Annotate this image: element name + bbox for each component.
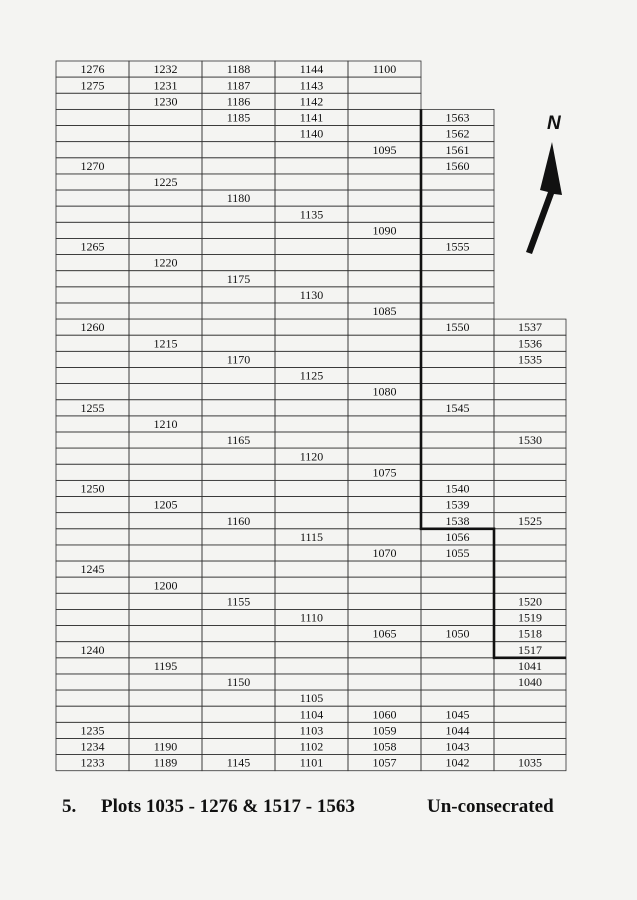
- plot-cell: [129, 674, 202, 690]
- plot-number: 1232: [153, 62, 178, 77]
- plot-cell: [275, 271, 348, 287]
- plot-number: 1517: [518, 642, 542, 657]
- plot-cell: [129, 545, 202, 561]
- caption-note: Un-consecrated: [427, 796, 554, 817]
- plot-cell: [129, 367, 202, 383]
- plot-cell: [202, 529, 275, 545]
- plot-cell: [421, 658, 494, 674]
- plot-cell: [275, 497, 348, 513]
- plot-cell: [202, 206, 275, 222]
- plot-number: 1519: [518, 610, 542, 625]
- plot-number: 1140: [299, 126, 324, 141]
- plot-number: 1225: [153, 175, 178, 190]
- plot-cell: [275, 255, 348, 271]
- plot-number: 1231: [153, 78, 178, 93]
- plot-cell: [202, 690, 275, 706]
- plot-cell: [421, 174, 494, 190]
- plot-cell: [494, 690, 566, 706]
- plot-number: 1170: [226, 352, 251, 367]
- north-label: N: [547, 113, 561, 134]
- plot-cell: [421, 303, 494, 319]
- plot-cell: [129, 480, 202, 496]
- plot-number: 1220: [153, 255, 178, 270]
- plot-cell: [56, 593, 129, 609]
- plot-cell: [129, 609, 202, 625]
- plot-cell: [56, 271, 129, 287]
- plot-number: 1165: [226, 433, 251, 448]
- plot-cell: [275, 319, 348, 335]
- plot-cell: [275, 561, 348, 577]
- caption-title: Plots 1035 - 1276 & 1517 - 1563: [101, 796, 355, 817]
- plot-number: 1210: [153, 416, 178, 431]
- plot-cell: [129, 529, 202, 545]
- plot-cell: [275, 674, 348, 690]
- plot-cell: [56, 609, 129, 625]
- plot-number: 1536: [518, 336, 542, 351]
- plot-number: 1155: [226, 594, 251, 609]
- plot-number: 1065: [372, 626, 397, 641]
- plot-cell: [421, 335, 494, 351]
- plot-cell: [129, 206, 202, 222]
- plot-cell: [275, 642, 348, 658]
- plot-cell: [56, 626, 129, 642]
- plot-cell: [421, 367, 494, 383]
- plot-cell: [421, 448, 494, 464]
- plot-cell: [202, 238, 275, 254]
- plot-cell: [275, 142, 348, 158]
- plot-number: 1144: [299, 62, 324, 77]
- plot-cell: [348, 609, 421, 625]
- plot-number: 1230: [153, 94, 178, 109]
- plot-number: 1080: [372, 384, 397, 399]
- plot-number: 1188: [226, 62, 251, 77]
- plot-cell: [348, 174, 421, 190]
- plot-cell: [348, 190, 421, 206]
- plot-cell: [56, 287, 129, 303]
- plot-number: 1561: [445, 142, 470, 157]
- plot-cell: [202, 319, 275, 335]
- plot-cell: [202, 738, 275, 754]
- plot-cell: [56, 529, 129, 545]
- plot-number: 1050: [445, 626, 470, 641]
- plot-cell: [421, 609, 494, 625]
- plot-cell: [202, 464, 275, 480]
- plot-cell: [348, 416, 421, 432]
- plot-cell: [421, 674, 494, 690]
- plot-cell: [129, 464, 202, 480]
- plot-number: 1075: [372, 465, 397, 480]
- plot-cell: [494, 706, 566, 722]
- plot-cell: [275, 480, 348, 496]
- plot-number: 1205: [153, 497, 178, 512]
- plot-cell: [348, 351, 421, 367]
- plot-number: 1276: [80, 62, 105, 77]
- plot-cell: [202, 400, 275, 416]
- plot-number: 1057: [372, 755, 397, 770]
- plot-cell: [129, 400, 202, 416]
- plot-number: 1265: [80, 239, 105, 254]
- plot-number: 1045: [445, 707, 470, 722]
- plot-cell: [129, 384, 202, 400]
- plot-cell: [494, 561, 566, 577]
- plot-cell: [421, 561, 494, 577]
- plot-cell: [129, 109, 202, 125]
- plot-number: 1233: [80, 755, 105, 770]
- plot-number: 1518: [518, 626, 542, 641]
- plot-cell: [202, 335, 275, 351]
- plot-cell: [56, 513, 129, 529]
- plot-cell: [421, 190, 494, 206]
- plot-cell: [56, 706, 129, 722]
- plot-cell: [348, 690, 421, 706]
- plot-number: 1525: [518, 513, 542, 528]
- plot-cell: [348, 513, 421, 529]
- plot-cell: [348, 109, 421, 125]
- plot-number: 1260: [80, 320, 105, 335]
- plot-cell: [129, 271, 202, 287]
- plot-cell: [421, 416, 494, 432]
- plot-cell: [129, 190, 202, 206]
- plot-cell: [348, 448, 421, 464]
- plot-cell: [275, 238, 348, 254]
- plot-number: 1189: [153, 755, 178, 770]
- plot-cell: [348, 287, 421, 303]
- plot-number: 1540: [445, 481, 470, 496]
- plot-number: 1200: [153, 578, 178, 593]
- plot-number: 1175: [226, 271, 251, 286]
- plot-cell: [202, 658, 275, 674]
- plot-cell: [421, 255, 494, 271]
- plot-number: 1035: [518, 755, 542, 770]
- plot-cell: [202, 577, 275, 593]
- plot-cell: [494, 384, 566, 400]
- plot-cell: [348, 480, 421, 496]
- plot-number: 1187: [226, 78, 251, 93]
- plot-cell: [275, 658, 348, 674]
- plot-cell: [56, 497, 129, 513]
- plot-cell: [202, 497, 275, 513]
- plot-cell: [348, 497, 421, 513]
- plot-cell: [275, 303, 348, 319]
- plot-number: 1055: [445, 546, 470, 561]
- plot-cell: [56, 464, 129, 480]
- plot-cell: [275, 384, 348, 400]
- plot-number: 1044: [445, 723, 470, 738]
- plot-cell: [202, 142, 275, 158]
- plot-cell: [129, 432, 202, 448]
- plot-cell: [56, 416, 129, 432]
- plot-number: 1056: [445, 529, 470, 544]
- plot-number: 1058: [372, 739, 397, 754]
- plot-cell: [202, 561, 275, 577]
- plot-number: 1240: [80, 642, 105, 657]
- plot-number: 1095: [372, 142, 397, 157]
- plot-number: 1538: [445, 513, 470, 528]
- plot-number: 1060: [372, 707, 397, 722]
- plot-cell: [348, 674, 421, 690]
- plot-cell: [348, 158, 421, 174]
- plot-number: 1255: [80, 400, 105, 415]
- plot-cell: [202, 174, 275, 190]
- plot-cell: [275, 626, 348, 642]
- plot-cell: [348, 255, 421, 271]
- plot-cell: [494, 738, 566, 754]
- plot-cell: [129, 319, 202, 335]
- plot-cell: [348, 271, 421, 287]
- plot-cell: [421, 642, 494, 658]
- plot-cell: [275, 174, 348, 190]
- plot-cell: [129, 626, 202, 642]
- plot-cell: [56, 206, 129, 222]
- plot-cell: [494, 529, 566, 545]
- plot-cell: [129, 238, 202, 254]
- plot-number: 1555: [445, 239, 470, 254]
- plot-cell: [494, 464, 566, 480]
- plot-number: 1145: [226, 755, 251, 770]
- plot-cell: [129, 303, 202, 319]
- plot-cell: [56, 432, 129, 448]
- plot-cell: [348, 126, 421, 142]
- plot-number: 1530: [518, 433, 542, 448]
- plot-number: 1180: [226, 191, 251, 206]
- plot-cell: [202, 303, 275, 319]
- plot-cell: [56, 351, 129, 367]
- plot-cell: [348, 593, 421, 609]
- plot-number: 1103: [299, 723, 324, 738]
- plot-cell: [129, 706, 202, 722]
- plot-cell: [56, 174, 129, 190]
- plot-number: 1160: [226, 513, 251, 528]
- plot-cell: [494, 416, 566, 432]
- plot-cell: [56, 303, 129, 319]
- plot-cell: [494, 545, 566, 561]
- plot-cell: [129, 448, 202, 464]
- plot-cell: [56, 577, 129, 593]
- plot-cell: [56, 658, 129, 674]
- plot-number: 1560: [445, 158, 470, 173]
- plot-number: 1275: [80, 78, 105, 93]
- plot-cell: [129, 126, 202, 142]
- plot-cell: [275, 416, 348, 432]
- plot-cell: [129, 690, 202, 706]
- plot-cell: [56, 367, 129, 383]
- plot-cell: [56, 690, 129, 706]
- plot-cell: [275, 158, 348, 174]
- plot-cell: [275, 432, 348, 448]
- plot-cell: [202, 545, 275, 561]
- plot-cell: [348, 400, 421, 416]
- plot-cell: [202, 367, 275, 383]
- plot-cell: [129, 351, 202, 367]
- plot-cell: [348, 367, 421, 383]
- plot-number: 1115: [299, 529, 324, 544]
- plot-number: 1235: [80, 723, 105, 738]
- plot-number: 1186: [226, 94, 251, 109]
- plot-cell: [275, 577, 348, 593]
- plot-number: 1190: [153, 739, 178, 754]
- plot-cell: [421, 351, 494, 367]
- plot-number: 1539: [445, 497, 470, 512]
- plot-cell: [56, 142, 129, 158]
- plot-cell: [348, 93, 421, 109]
- plot-cell: [275, 545, 348, 561]
- plot-cell: [56, 448, 129, 464]
- plot-number: 1150: [226, 675, 251, 690]
- plot-cell: [348, 577, 421, 593]
- plot-number: 1143: [299, 78, 324, 93]
- plot-number: 1090: [372, 223, 397, 238]
- plot-grid: [56, 61, 566, 771]
- plot-cell: [348, 238, 421, 254]
- plot-cell: [494, 480, 566, 496]
- plot-cell: [494, 448, 566, 464]
- plot-cell: [202, 126, 275, 142]
- plot-cell: [494, 400, 566, 416]
- plot-number: 1537: [518, 320, 542, 335]
- plot-cell: [56, 126, 129, 142]
- plot-number: 1110: [299, 610, 324, 625]
- plot-number: 1245: [80, 562, 105, 577]
- plot-cell: [56, 93, 129, 109]
- plot-number: 1100: [372, 62, 397, 77]
- plot-cell: [421, 287, 494, 303]
- plot-cell: [56, 384, 129, 400]
- plot-number: 1105: [299, 691, 324, 706]
- plot-cell: [275, 335, 348, 351]
- plot-cell: [421, 464, 494, 480]
- plot-cell: [56, 190, 129, 206]
- plot-cell: [275, 190, 348, 206]
- plot-cell: [202, 642, 275, 658]
- plot-cell: [421, 593, 494, 609]
- north-arrow-icon: [526, 142, 562, 254]
- plot-number: 1104: [299, 707, 324, 722]
- plot-number: 1130: [299, 287, 324, 302]
- plot-cell: [129, 158, 202, 174]
- plot-cell: [56, 674, 129, 690]
- plot-cell: [421, 384, 494, 400]
- plot-cell: [202, 222, 275, 238]
- plot-cell: [202, 287, 275, 303]
- plot-number: 1059: [372, 723, 397, 738]
- plot-number: 1070: [372, 546, 397, 561]
- plot-number: 1141: [299, 110, 324, 125]
- plot-cell: [494, 497, 566, 513]
- plot-cell: [494, 722, 566, 738]
- plot-number: 1215: [153, 336, 178, 351]
- plot-cell: [348, 335, 421, 351]
- plot-cell: [56, 545, 129, 561]
- plot-cell: [421, 206, 494, 222]
- plot-cell: [56, 109, 129, 125]
- plot-number: 1041: [518, 658, 542, 673]
- plot-cell: [275, 593, 348, 609]
- plot-cell: [275, 464, 348, 480]
- plot-cell: [348, 658, 421, 674]
- plot-number: 1270: [80, 158, 105, 173]
- plot-number: 1043: [445, 739, 470, 754]
- plot-cell: [421, 577, 494, 593]
- plot-number: 1195: [153, 658, 178, 673]
- plot-number: 1101: [299, 755, 324, 770]
- plot-cell: [56, 222, 129, 238]
- plot-cell: [421, 222, 494, 238]
- plot-number: 1520: [518, 594, 542, 609]
- plot-cell: [129, 561, 202, 577]
- plot-cell: [129, 642, 202, 658]
- plot-cell: [348, 319, 421, 335]
- plot-cell: [202, 255, 275, 271]
- plot-cell: [202, 609, 275, 625]
- plot-number: 1545: [445, 400, 470, 415]
- plot-number: 1102: [299, 739, 324, 754]
- plot-cell: [202, 626, 275, 642]
- plot-number: 1085: [372, 304, 397, 319]
- plot-cell: [348, 561, 421, 577]
- plot-cell: [129, 722, 202, 738]
- plot-number: 1120: [299, 449, 324, 464]
- plot-cell: [129, 142, 202, 158]
- plot-cell: [421, 271, 494, 287]
- plot-number: 1563: [445, 110, 470, 125]
- plot-number: 1040: [518, 675, 542, 690]
- plot-cell: [129, 513, 202, 529]
- plot-cell: [494, 367, 566, 383]
- plot-cell: [275, 513, 348, 529]
- plot-cell: [421, 690, 494, 706]
- plot-number: 1135: [299, 207, 324, 222]
- plot-cell: [202, 722, 275, 738]
- plot-cell: [275, 351, 348, 367]
- plot-cell: [129, 593, 202, 609]
- plot-number: 1234: [80, 739, 105, 754]
- plot-cell: [348, 642, 421, 658]
- plot-cell: [202, 706, 275, 722]
- plot-cell: [56, 255, 129, 271]
- plot-number: 1562: [445, 126, 470, 141]
- plot-cell: [494, 577, 566, 593]
- plot-cell: [275, 400, 348, 416]
- plot-cell: [275, 222, 348, 238]
- plot-number: 1142: [299, 94, 324, 109]
- plot-cell: [129, 287, 202, 303]
- plot-cell: [348, 77, 421, 93]
- plot-number: 1535: [518, 352, 542, 367]
- plot-number: 1042: [445, 755, 470, 770]
- plot-cell: [348, 529, 421, 545]
- plot-cell: [129, 222, 202, 238]
- plot-cell: [202, 480, 275, 496]
- plot-number: 1125: [299, 368, 324, 383]
- plot-cell: [202, 416, 275, 432]
- plot-number: 1185: [226, 110, 251, 125]
- plot-number: 1250: [80, 481, 105, 496]
- plot-cell: [202, 158, 275, 174]
- plot-cell: [348, 432, 421, 448]
- plot-number: 1550: [445, 320, 470, 335]
- plot-cell: [421, 432, 494, 448]
- caption-number: 5.: [62, 796, 77, 817]
- plot-cell: [202, 384, 275, 400]
- plot-cell: [202, 448, 275, 464]
- plot-cell: [348, 206, 421, 222]
- plot-cell: [56, 335, 129, 351]
